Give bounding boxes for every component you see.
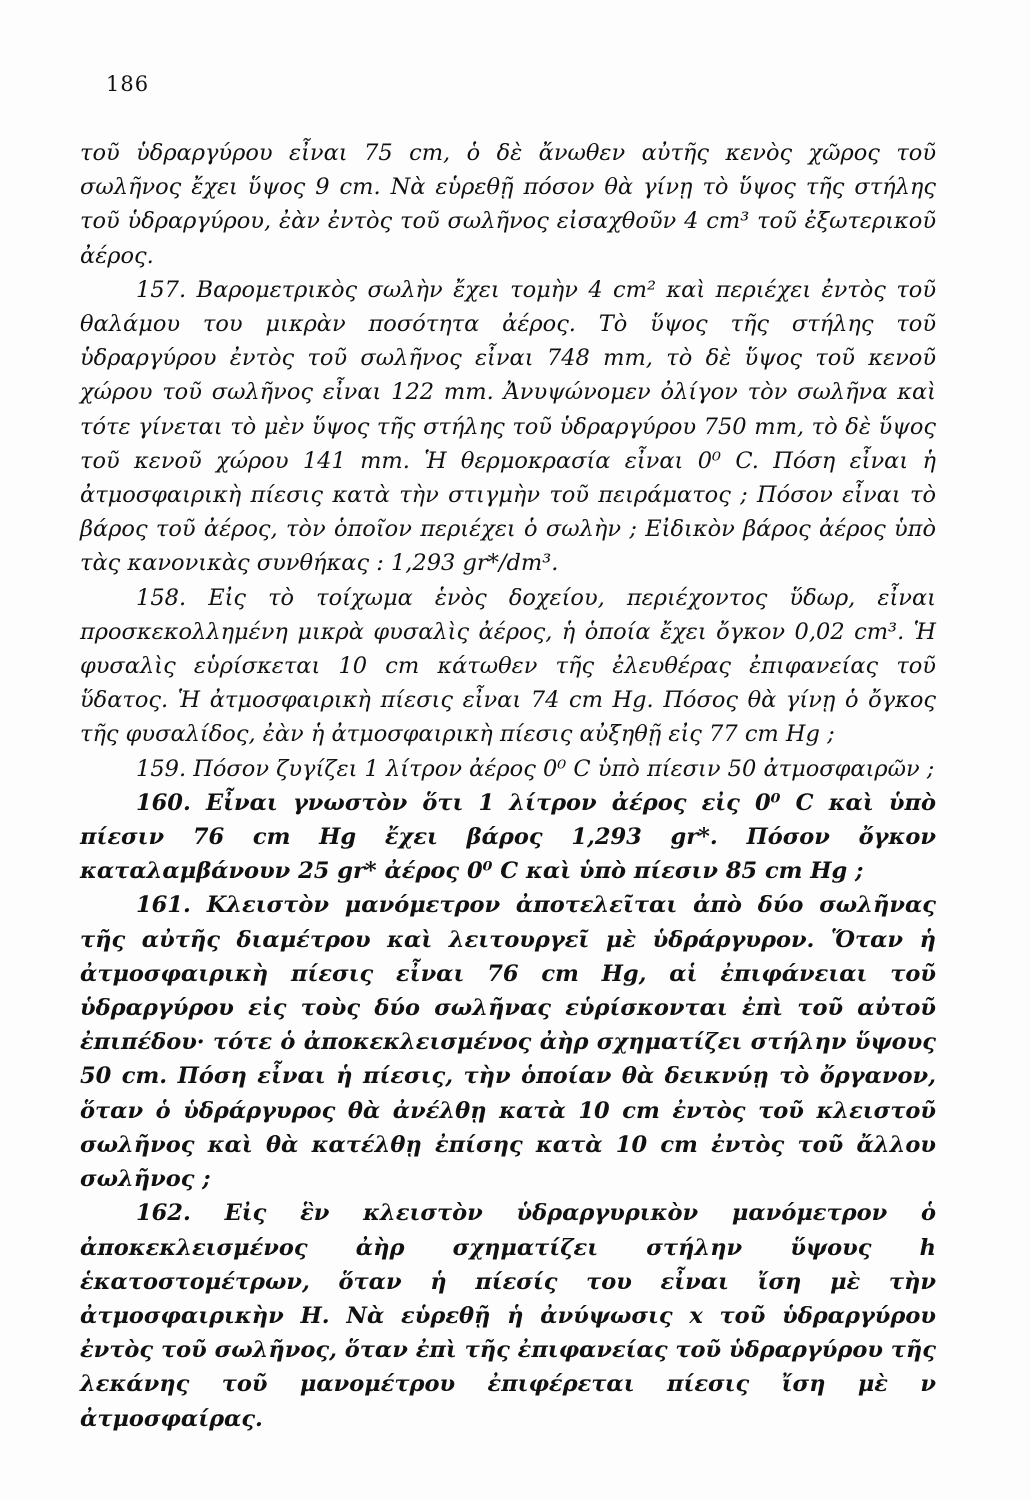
problem-number: 160. xyxy=(136,789,191,816)
problem-number: 162. xyxy=(136,1200,191,1227)
paragraph-text: Κλειστὸν μανόμετρον ἀποτελεῖται ἀπὸ δύο σωλῆνας τῆς αὐτῆς διαμέτρου καὶ λειτουργεῖ μὲ ὑδράργυρον. Ὅταν ἡ ἀτμοσφαιρικὴ πίεσις εἶναι 76 cm Hg, αἱ ἐπιφάνειαι τοῦ ὑδραργύρου εἰς τοὺς δύο σωλῆνας εὑρίσκονται ἐπὶ τοῦ αὐτοῦ ἐπιπέδου· τότε ὁ ἀποκεκλεισμένος ἀὴρ σχηματίζει στήλην ὕψους 50 cm. Πόση εἶναι ἡ πίεσις, τὴν ὁποίαν θὰ δεικνύῃ τὸ ὄργανον, ὅταν ὁ ὑδράργυρος θὰ ἀνέλθῃ κατὰ 10 cm ἐντὸς τοῦ κλειστοῦ σωλῆνος καὶ θὰ κατέλθῃ ἐπίσης κατὰ 10 cm ἐντὸς τοῦ ἄλλου σωλῆνος ; xyxy=(80,892,936,1193)
problem-158 xyxy=(80,581,936,752)
paragraph-text: Πόσον ζυγίζει 1 λίτρον ἀέρος 0⁰ C ὑπὸ πίεσιν 50 ἀτμοσφαιρῶν ; xyxy=(193,755,935,782)
problem-159 xyxy=(80,752,936,786)
paragraph-text: Εἶναι γνωστὸν ὅτι 1 λίτρον ἀέρος εἰς 0⁰ C καὶ ὑπὸ πίεσιν 76 cm Hg ἔχει βάρος 1,293 gr*. Πόσον ὄγκον καταλαμβάνουν 25 gr* ἀέρος 0⁰ C καὶ ὑπὸ πίεσιν 85 cm Hg ; xyxy=(80,789,936,885)
problem-number: 161. xyxy=(136,892,191,919)
problem-161 xyxy=(80,888,936,1196)
problem-number: 157. xyxy=(136,276,187,303)
problem-162 xyxy=(80,1196,936,1435)
paragraph-text: τοῦ ὑδραργύρου εἶναι 75 cm, ὁ δὲ ἄνωθεν αὐτῆς κενὸς χῶρος τοῦ σωλῆνος ἔχει ὕψος 9 cm. Νὰ εὑρεθῇ πόσον θὰ γίνῃ τὸ ὕψος τῆς στήλης τοῦ ὑδραργύρου, ἐὰν ἐντὸς τοῦ σωλῆνος εἰσαχθοῦν 4 cm³ τοῦ ἐξωτερικοῦ ἀέρος. xyxy=(80,140,936,269)
paragraph-text: Εἰς ἓν κλειστὸν ὑδραργυρικὸν μανόμετρον ὁ ἀποκεκλεισμένος ἀὴρ σχηματίζει στήλην ὕψους h ἑκατοστομέτρων, ὅταν ἡ πίεσίς του εἶναι ἴση μὲ τὴν ἀτμοσφαιρικὴν H. Νὰ εὑρεθῇ ἡ ἀνύψωσις x τοῦ ὑδραργύρου ἐντὸς τοῦ σωλῆνος, ὅταν ἐπὶ τῆς ἐπιφανείας τοῦ ὑδραργύρου τῆς λεκάνης τοῦ μανομέτρου ἐπιφέρεται πίεσις ἴση μὲ ν ἀτμοσφαίρας. xyxy=(80,1200,936,1432)
page-number: 186 xyxy=(106,72,150,96)
page-content xyxy=(80,136,936,1436)
problem-157 xyxy=(80,273,936,581)
problem-number: 158. xyxy=(136,584,187,611)
problem-number: 159. xyxy=(136,755,187,782)
paragraph-text: Εἰς τὸ τοίχωμα ἑνὸς δοχείου, περιέχοντος ὕδωρ, εἶναι προσκεκολλημένη μικρὰ φυσαλὶς ἀέρος, ἡ ὁποία ἔχει ὄγκον 0,02 cm³. Ἡ φυσαλὶς εὑρίσκεται 10 cm κάτωθεν τῆς ἐλευθέρας ἐπιφανείας τοῦ ὕδατος. Ἡ ἀτμοσφαιρικὴ πίεσις εἶναι 74 cm Hg. Πόσος θὰ γίνῃ ὁ ὄγκος τῆς φυσαλίδος, ἐὰν ἡ ἀτμοσφαιρικὴ πίεσις αὐξηθῇ εἰς 77 cm Hg ; xyxy=(80,584,936,748)
problem-continuation xyxy=(80,136,936,273)
paragraph-text: Βαρομετρικὸς σωλὴν ἔχει τομὴν 4 cm² καὶ περιέχει ἐντὸς τοῦ θαλάμου του μικρὰν ποσότητα ἀέρος. Τὸ ὕψος τῆς στήλης τοῦ ὑδραργύρου ἐντὸς τοῦ σωλῆνος εἶναι 748 mm, τὸ δὲ ὕψος τοῦ κενοῦ χώρου τοῦ σωλῆνος εἶναι 122 mm. Ἀνυψώνομεν ὀλίγον τὸν σωλῆνα καὶ τότε γίνεται τὸ μὲν ὕψος τῆς στήλης τοῦ ὑδραργύρου 750 mm, τὸ δὲ ὕψος τοῦ κενοῦ χώρου 141 mm. Ἡ θερμοκρασία εἶναι 0⁰ C. Πόση εἶναι ἡ ἀτμοσφαιρικὴ πίεσις κατὰ τὴν στιγμὴν τοῦ πειράματος ; Πόσον εἶναι τὸ βάρος τοῦ ἀέρος, τὸν ὁποῖον περιέχει ὁ σωλὴν ; Εἰδικὸν βάρος ἀέρος ὑπὸ τὰς κανονικὰς συνθήκας : 1,293 gr*/dm³. xyxy=(80,276,936,577)
problem-160 xyxy=(80,786,936,889)
